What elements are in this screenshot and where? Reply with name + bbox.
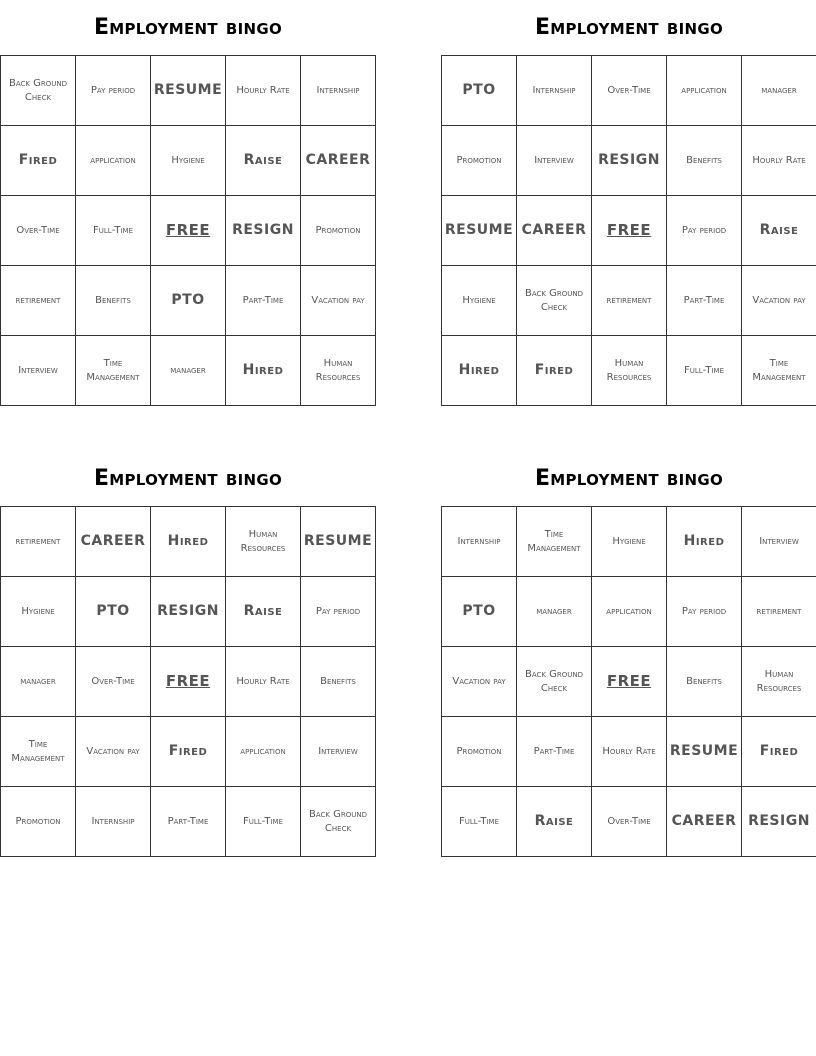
bingo-cell: Part-Time (151, 787, 226, 857)
bingo-cell: Hourly Rate (592, 717, 667, 787)
bingo-cell: Human Resources (226, 507, 301, 577)
bingo-cell: application (76, 126, 151, 196)
bingo-cell: Hygiene (1, 577, 76, 647)
bingo-cell: Hourly Rate (742, 126, 816, 196)
card-title: Employment bingo (93, 466, 283, 491)
bingo-cell: Human Resources (742, 647, 816, 717)
bingo-cell: PTO (442, 56, 517, 126)
bingo-cell: Promotion (442, 126, 517, 196)
bingo-cell: Part-Time (226, 266, 301, 336)
bingo-cell: Time Management (742, 336, 816, 406)
bingo-card-3 (0, 451, 376, 857)
bingo-cell: Part-Time (667, 266, 742, 336)
bingo-cell: Vacation pay (76, 717, 151, 787)
bingo-cell: RESIGN (226, 196, 301, 266)
bingo-cell: Raise (226, 577, 301, 647)
bingo-cell: Human Resources (301, 336, 376, 406)
bingo-cell: Raise (226, 126, 301, 196)
bingo-cell: Fired (517, 336, 592, 406)
bingo-cell: manager (151, 336, 226, 406)
bingo-cell: Benefits (667, 126, 742, 196)
bingo-cell: PTO (76, 577, 151, 647)
bingo-cell: Hygiene (151, 126, 226, 196)
bingo-cell: Vacation pay (301, 266, 376, 336)
bingo-cell: Full-Time (667, 336, 742, 406)
bingo-cell: Fired (742, 717, 816, 787)
bingo-cell: Internship (76, 787, 151, 857)
bingo-cell: Over-Time (592, 787, 667, 857)
bingo-cell: Hired (226, 336, 301, 406)
bingo-cell: Pay period (301, 577, 376, 647)
bingo-cell: Benefits (301, 647, 376, 717)
bingo-grid (441, 506, 816, 857)
free-space-cell: FREE (151, 647, 226, 717)
bingo-cell: CAREER (76, 507, 151, 577)
bingo-cell: retirement (592, 266, 667, 336)
bingo-cell: Time Management (1, 717, 76, 787)
bingo-cell: Benefits (76, 266, 151, 336)
bingo-cell: Hourly Rate (226, 647, 301, 717)
free-space-cell: FREE (592, 647, 667, 717)
bingo-cell: manager (742, 56, 816, 126)
bingo-grid (0, 55, 376, 406)
bingo-cell: PTO (151, 266, 226, 336)
bingo-cell: CAREER (517, 196, 592, 266)
bingo-cell: Benefits (667, 647, 742, 717)
free-space-cell: FREE (592, 196, 667, 266)
bingo-cell: Back Ground Check (517, 647, 592, 717)
bingo-cell: PTO (442, 577, 517, 647)
bingo-cell: Back Ground Check (1, 56, 76, 126)
bingo-cell: Full-Time (442, 787, 517, 857)
bingo-card-1 (0, 0, 376, 406)
bingo-grid (441, 55, 816, 406)
bingo-cell: Over-Time (76, 647, 151, 717)
bingo-cell: Promotion (1, 787, 76, 857)
bingo-cell: Hired (151, 507, 226, 577)
bingo-cell: RESUME (667, 717, 742, 787)
card-title: Employment bingo (534, 15, 724, 40)
bingo-cell: Interview (517, 126, 592, 196)
bingo-cell: Pay period (667, 196, 742, 266)
bingo-cell: Interview (301, 717, 376, 787)
bingo-cell: Human Resources (592, 336, 667, 406)
bingo-cell: Raise (517, 787, 592, 857)
bingo-cell: RESIGN (592, 126, 667, 196)
bingo-cell: Vacation pay (742, 266, 816, 336)
card-title: Employment bingo (93, 15, 283, 40)
bingo-cell: Time Management (76, 336, 151, 406)
bingo-cell: Pay period (667, 577, 742, 647)
bingo-cell: Over-Time (592, 56, 667, 126)
bingo-cell: retirement (1, 507, 76, 577)
bingo-cell: Full-Time (76, 196, 151, 266)
bingo-cell: RESUME (301, 507, 376, 577)
bingo-cell: Full-Time (226, 787, 301, 857)
bingo-cell: application (667, 56, 742, 126)
bingo-cell: Part-Time (517, 717, 592, 787)
bingo-cell: Hired (667, 507, 742, 577)
bingo-cell: Interview (1, 336, 76, 406)
bingo-cell: application (592, 577, 667, 647)
bingo-cell: CAREER (301, 126, 376, 196)
bingo-cell: Back Ground Check (301, 787, 376, 857)
bingo-cell: Hygiene (592, 507, 667, 577)
bingo-cell: Raise (742, 196, 816, 266)
bingo-cell: Promotion (442, 717, 517, 787)
bingo-cell: Fired (151, 717, 226, 787)
bingo-cell: application (226, 717, 301, 787)
bingo-cell: Over-Time (1, 196, 76, 266)
bingo-cell: CAREER (667, 787, 742, 857)
bingo-cell: RESUME (151, 56, 226, 126)
bingo-card-2 (441, 0, 816, 406)
bingo-cell: Internship (442, 507, 517, 577)
bingo-cell: Hourly Rate (226, 56, 301, 126)
bingo-cell: manager (517, 577, 592, 647)
bingo-cell: Pay period (76, 56, 151, 126)
bingo-cell: Back Ground Check (517, 266, 592, 336)
bingo-cell: Hired (442, 336, 517, 406)
bingo-cell: RESIGN (151, 577, 226, 647)
bingo-cell: Internship (301, 56, 376, 126)
bingo-cell: RESUME (442, 196, 517, 266)
bingo-cell: Vacation pay (442, 647, 517, 717)
bingo-cell: Interview (742, 507, 816, 577)
bingo-grid (0, 506, 376, 857)
free-space-cell: FREE (151, 196, 226, 266)
bingo-cell: retirement (1, 266, 76, 336)
bingo-cell: Fired (1, 126, 76, 196)
card-title: Employment bingo (534, 466, 724, 491)
bingo-cell: Time Management (517, 507, 592, 577)
bingo-cell: manager (1, 647, 76, 717)
bingo-card-4 (441, 451, 816, 857)
bingo-cell: Hygiene (442, 266, 517, 336)
bingo-cell: retirement (742, 577, 816, 647)
bingo-cell: Internship (517, 56, 592, 126)
bingo-cell: Promotion (301, 196, 376, 266)
bingo-cell: RESIGN (742, 787, 816, 857)
